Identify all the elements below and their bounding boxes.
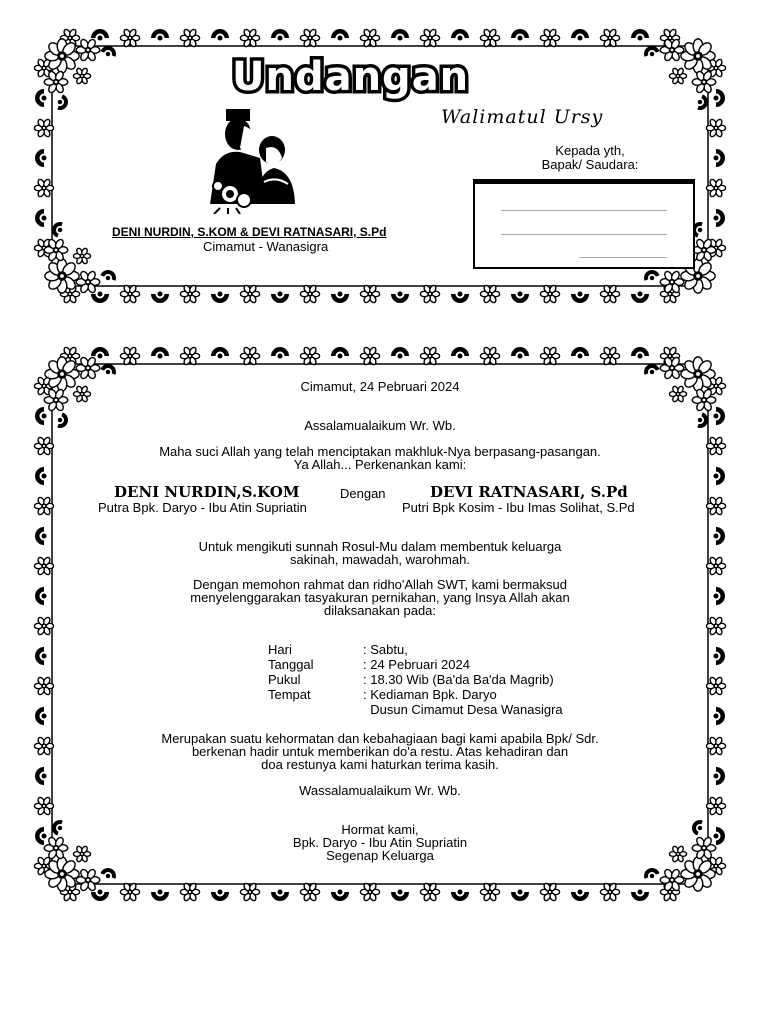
flower-ornament bbox=[300, 346, 319, 365]
flower-ornament bbox=[360, 346, 379, 365]
flower-ornament bbox=[706, 676, 725, 695]
recipient-label: Kepada yth, bbox=[555, 143, 625, 158]
swirl-ornament bbox=[571, 291, 589, 303]
flower-ornament bbox=[480, 346, 499, 365]
swirl-ornament bbox=[151, 347, 169, 359]
farewell: Wassalamualaikum Wr. Wb. bbox=[299, 783, 461, 798]
recipient-label: Bapak/ Saudara: bbox=[541, 157, 639, 172]
flower-ornament bbox=[34, 178, 53, 197]
couple-illustration bbox=[200, 104, 300, 214]
swirl-ornament bbox=[642, 268, 661, 283]
swirl-ornament bbox=[571, 29, 589, 41]
flower-ornament bbox=[600, 28, 619, 47]
swirl-ornament bbox=[35, 209, 47, 227]
swirl-ornament bbox=[151, 29, 169, 41]
swirl-ornament bbox=[35, 707, 47, 725]
swirl-ornament bbox=[451, 291, 469, 303]
swirl-ornament bbox=[100, 268, 119, 283]
flower-ornament bbox=[240, 346, 259, 365]
flower-ornament bbox=[180, 882, 199, 901]
swirl-ornament bbox=[151, 291, 169, 303]
flower-ornament bbox=[706, 616, 725, 635]
swirl-ornament bbox=[511, 889, 529, 901]
flower-ornament bbox=[360, 284, 379, 303]
closing-text: doa restunya kami haturkan terima kasih. bbox=[261, 757, 499, 772]
flower-ornament bbox=[120, 284, 139, 303]
swirl-ornament bbox=[91, 347, 109, 359]
swirl-ornament bbox=[511, 347, 529, 359]
swirl-ornament bbox=[511, 291, 529, 303]
flower-ornament bbox=[120, 28, 139, 47]
flower-ornament bbox=[180, 28, 199, 47]
flower-ornament bbox=[120, 346, 139, 365]
flower-ornament bbox=[540, 346, 559, 365]
flower-ornament bbox=[73, 67, 90, 84]
flower-ornament bbox=[34, 496, 53, 515]
flower-ornament bbox=[706, 796, 725, 815]
swirl-ornament bbox=[271, 889, 289, 901]
detail-row bbox=[268, 657, 563, 672]
flower-ornament bbox=[76, 356, 100, 380]
closing-text: berkenan hadir untuk memberikan do'a restu. Atas kehadiran dan bbox=[191, 744, 569, 759]
flower-ornament bbox=[420, 882, 439, 901]
flower-ornament bbox=[34, 118, 53, 137]
swirl-ornament bbox=[713, 707, 725, 725]
swirl-ornament bbox=[713, 209, 725, 227]
flower-ornament bbox=[45, 39, 79, 73]
couple-location: Cimamut - Wanasigra bbox=[203, 239, 329, 254]
flower-ornament bbox=[180, 346, 199, 365]
swirl-ornament bbox=[151, 889, 169, 901]
flower-ornament bbox=[76, 38, 100, 62]
flower-ornament bbox=[180, 284, 199, 303]
detail-row bbox=[268, 702, 563, 717]
flower-ornament bbox=[76, 270, 100, 294]
flower-ornament bbox=[240, 28, 259, 47]
swirl-ornament bbox=[331, 29, 349, 41]
address-line bbox=[579, 257, 667, 258]
swirl-ornament bbox=[271, 291, 289, 303]
flower-ornament bbox=[360, 882, 379, 901]
flower-ornament bbox=[681, 39, 715, 73]
swirl-ornament bbox=[642, 866, 661, 881]
flower-ornament bbox=[706, 118, 725, 137]
detail-value: : Kediaman Bpk. Daryo bbox=[363, 687, 497, 702]
swirl-ornament bbox=[391, 347, 409, 359]
swirl-ornament bbox=[211, 29, 229, 41]
detail-row bbox=[268, 672, 563, 687]
connector-text: Dengan bbox=[340, 486, 386, 501]
swirl-ornament bbox=[35, 89, 47, 107]
flower-ornament bbox=[300, 284, 319, 303]
greeting: Assalamualaikum Wr. Wb. bbox=[304, 418, 456, 433]
detail-key bbox=[268, 702, 363, 717]
intent-text: menyelenggarakan tasyakuran pernikahan, yang Insya Allah akan bbox=[190, 590, 570, 605]
detail-key: Hari bbox=[268, 642, 292, 657]
flower-ornament bbox=[706, 496, 725, 515]
swirl-ornament bbox=[511, 29, 529, 41]
swirl-ornament bbox=[211, 347, 229, 359]
flower-ornament bbox=[300, 28, 319, 47]
swirl-ornament bbox=[391, 889, 409, 901]
invitation-body-card bbox=[30, 342, 730, 906]
swirl-ornament bbox=[713, 89, 725, 107]
flower-ornament bbox=[45, 259, 79, 293]
bride-name: DEVI RATNASARI, S.Pd bbox=[430, 483, 628, 501]
swirl-ornament bbox=[571, 347, 589, 359]
signature: Bpk. Daryo - Ibu Atin Supriatin bbox=[292, 835, 468, 850]
flower-ornament bbox=[706, 178, 725, 197]
invitation-subtitle: Walimatul Ursy bbox=[441, 106, 604, 128]
swirl-ornament bbox=[631, 347, 649, 359]
detail-row bbox=[268, 642, 563, 657]
couple-names: DENI NURDIN, S.KOM & DEVI RATNASARI, S.Pd bbox=[112, 225, 387, 239]
flower-ornament bbox=[360, 28, 379, 47]
swirl-ornament bbox=[451, 347, 469, 359]
regards: Hormat kami, bbox=[341, 822, 419, 837]
event-details bbox=[268, 642, 563, 717]
invitation-title: Undangan bbox=[232, 54, 470, 100]
groom-name: DENI NURDIN,S.KOM bbox=[114, 483, 300, 501]
swirl-ornament bbox=[451, 889, 469, 901]
invitation-front-card bbox=[30, 24, 730, 308]
flower-ornament bbox=[420, 284, 439, 303]
swirl-ornament bbox=[713, 647, 725, 665]
flower-ornament bbox=[420, 346, 439, 365]
swirl-ornament bbox=[391, 291, 409, 303]
swirl-ornament bbox=[91, 29, 109, 41]
swirl-ornament bbox=[100, 866, 119, 881]
flower-ornament bbox=[540, 28, 559, 47]
swirl-ornament bbox=[451, 29, 469, 41]
detail-value: : 18.30 Wib (Ba'da Ba'da Magrib) bbox=[363, 672, 554, 687]
swirl-ornament bbox=[631, 889, 649, 901]
swirl-ornament bbox=[35, 647, 47, 665]
swirl-ornament bbox=[91, 889, 109, 901]
swirl-ornament bbox=[571, 889, 589, 901]
flower-ornament bbox=[480, 28, 499, 47]
intent-text: Dengan memohon rahmat dan ridho'Allah SWT, kami bermaksud bbox=[193, 577, 567, 592]
flower-ornament bbox=[480, 882, 499, 901]
flower-ornament bbox=[600, 346, 619, 365]
swirl-ornament bbox=[55, 94, 70, 113]
detail-key: Tempat bbox=[268, 687, 311, 702]
flower-ornament bbox=[120, 882, 139, 901]
flower-ornament bbox=[240, 284, 259, 303]
flower-ornament bbox=[420, 28, 439, 47]
swirl-ornament bbox=[391, 29, 409, 41]
address-box[interactable] bbox=[473, 179, 695, 269]
opening-text: Maha suci Allah yang telah menciptakan makhluk-Nya berpasang-pasangan. bbox=[159, 444, 601, 459]
flower-ornament bbox=[34, 676, 53, 695]
intent-text: dilaksanakan pada: bbox=[323, 603, 437, 618]
purpose-text: Untuk mengikuti sunnah Rosul-Mu dalam membentuk keluarga bbox=[198, 539, 562, 554]
flower-ornament bbox=[669, 67, 686, 84]
flower-ornament bbox=[34, 616, 53, 635]
flower-ornament bbox=[600, 882, 619, 901]
detail-value: : Sabtu, bbox=[363, 642, 408, 657]
swirl-ornament bbox=[331, 347, 349, 359]
detail-key: Pukul bbox=[268, 672, 301, 687]
detail-key: Tanggal bbox=[268, 657, 314, 672]
address-line bbox=[501, 210, 667, 211]
swirl-ornament bbox=[211, 291, 229, 303]
flower-ornament bbox=[34, 796, 53, 815]
swirl-ornament bbox=[91, 291, 109, 303]
detail-value: Dusun Cimamut Desa Wanasigra bbox=[363, 702, 563, 717]
opening-text: Ya Allah... Perkenankan kami: bbox=[293, 457, 467, 472]
flower-ornament bbox=[76, 868, 100, 892]
signature: Segenap Keluarga bbox=[326, 848, 434, 863]
swirl-ornament bbox=[713, 149, 725, 167]
flower-ornament bbox=[540, 284, 559, 303]
swirl-ornament bbox=[271, 347, 289, 359]
flower-ornament bbox=[540, 882, 559, 901]
date-line: Cimamut, 24 Pebruari 2024 bbox=[300, 379, 460, 394]
flower-ornament bbox=[600, 284, 619, 303]
detail-row bbox=[268, 687, 563, 702]
swirl-ornament bbox=[631, 29, 649, 41]
flower-ornament bbox=[300, 882, 319, 901]
flower-ornament bbox=[240, 882, 259, 901]
flower-ornament bbox=[73, 247, 90, 264]
swirl-ornament bbox=[631, 291, 649, 303]
swirl-ornament bbox=[271, 29, 289, 41]
groom-parents: Putra Bpk. Daryo - Ibu Atin Supriatin bbox=[98, 500, 307, 515]
swirl-ornament bbox=[331, 889, 349, 901]
flower-ornament bbox=[480, 284, 499, 303]
swirl-ornament bbox=[331, 291, 349, 303]
swirl-ornament bbox=[35, 149, 47, 167]
closing-text: Merupakan suatu kehormatan dan kebahagiaan bagi kami apabila Bpk/ Sdr. bbox=[161, 731, 599, 746]
purpose-text: sakinah, mawadah, warohmah. bbox=[290, 552, 470, 567]
detail-value: : 24 Pebruari 2024 bbox=[363, 657, 470, 672]
bride-parents: Putri Bpk Kosim - Ibu Imas Solihat, S.Pd bbox=[402, 500, 635, 515]
address-line bbox=[501, 234, 667, 235]
swirl-ornament bbox=[211, 889, 229, 901]
